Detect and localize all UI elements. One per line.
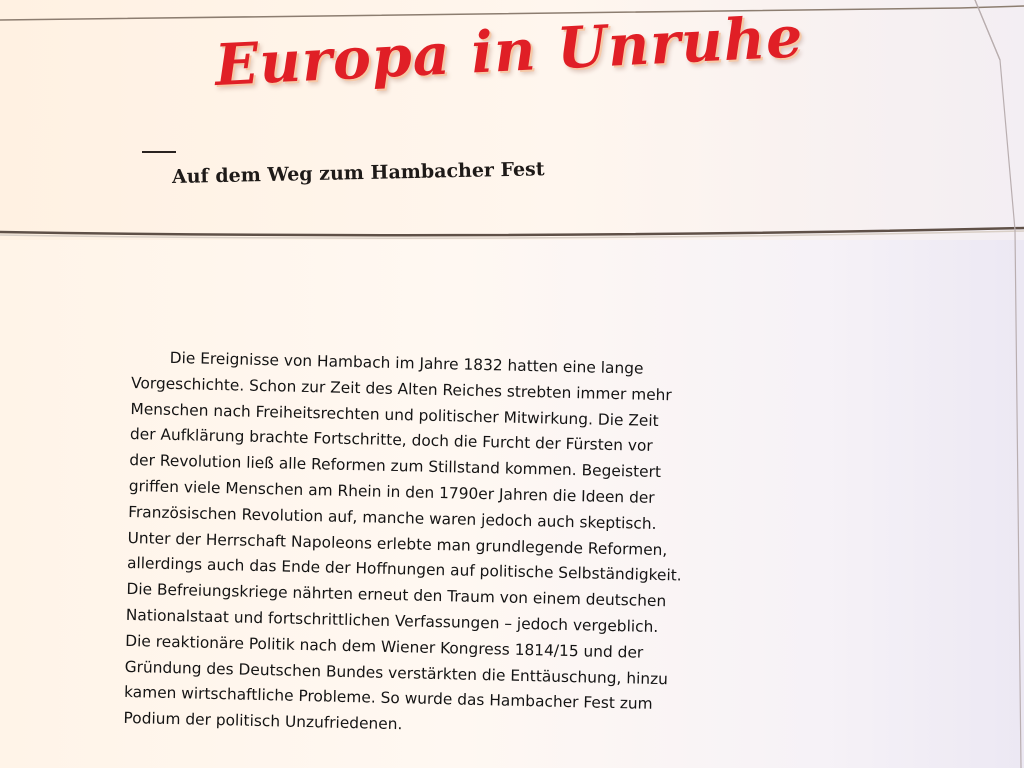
body-line: Gründung des Deutschen Bundes verstärkten die Enttäuschung, hinzu <box>124 657 669 688</box>
body-line: Französischen Revolution auf, manche waren jedoch auch skeptisch. <box>128 502 657 533</box>
body-line: griffen viele Menschen am Rhein in den 1790er Jahren die Ideen der <box>128 476 655 507</box>
body-line: Vorgeschichte. Schon zur Zeit des Alten Reiches strebten immer mehr <box>130 373 672 405</box>
body-line: Menschen nach Freiheitsrechten und politischer Mitwirkung. Die Zeit <box>130 399 659 430</box>
body-line: der Aufklärung brachte Fortschritte, doch die Furcht der Fürsten vor <box>129 425 653 456</box>
page-title: Europa in Unruhe <box>213 3 805 99</box>
body-line: Podium der politisch Unzufriedenen. <box>123 709 403 734</box>
page-subtitle: Auf dem Weg zum Hambacher Fest <box>171 158 545 188</box>
panel-divider <box>0 220 1024 250</box>
body-line: Die Ereignisse von Hambach im Jahre 1832 hatten eine lange <box>169 348 644 378</box>
body-paragraph <box>123 345 692 745</box>
body-line: Die Befreiungskriege nährten erneut den Traum von einem deutschen <box>126 580 667 611</box>
right-board-edge <box>975 0 1024 768</box>
body-line: Unter der Herrschaft Napoleons erlebte man grundlegende Reformen, <box>127 528 668 559</box>
title-dash <box>142 151 176 153</box>
body-line: Die reaktionäre Politik nach dem Wiener Kongress 1814/15 und der <box>125 631 644 662</box>
body-line: kamen wirtschaftliche Probleme. So wurde das Hambacher Fest zum <box>123 683 653 714</box>
body-line: allerdings auch das Ende der Hoffnungen auf politische Selbständigkeit. <box>126 554 682 585</box>
body-line: Nationalstaat und fortschrittlichen Verfassungen – jedoch vergeblich. <box>125 605 659 636</box>
body-line: der Revolution ließ alle Reformen zum Stillstand kommen. Begeistert <box>129 451 662 482</box>
